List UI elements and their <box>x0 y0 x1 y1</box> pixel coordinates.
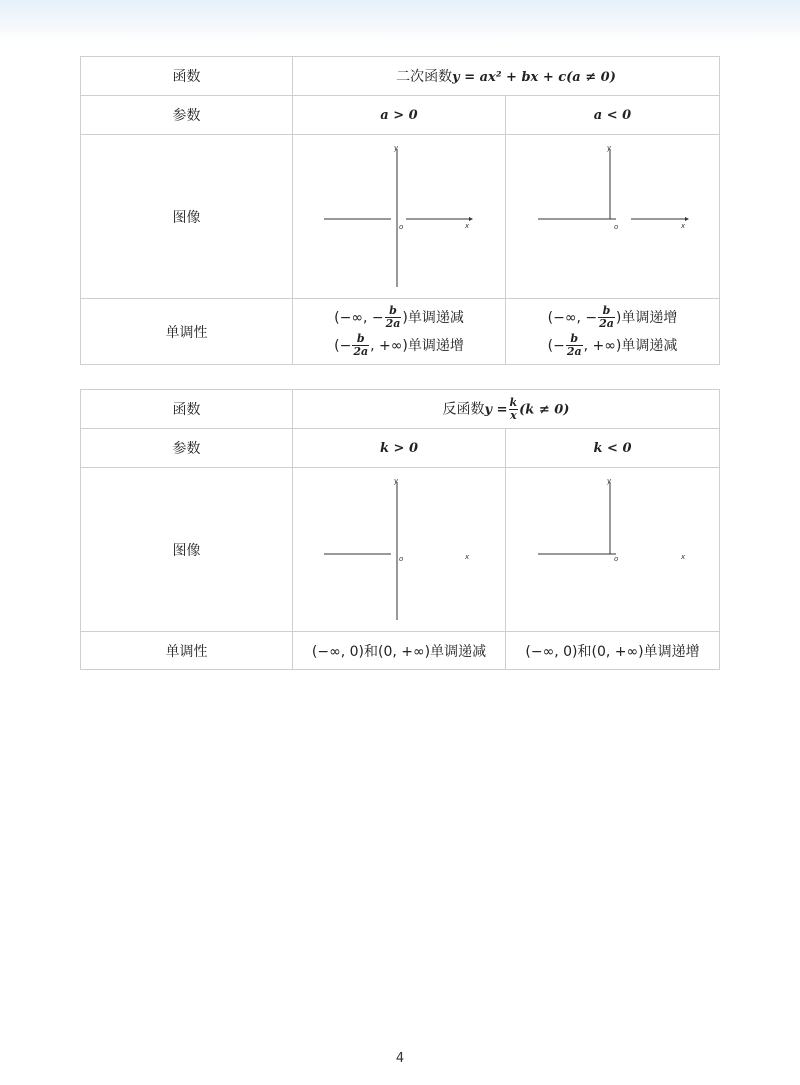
fraction <box>385 305 402 330</box>
mono-label: 单调性 <box>165 643 208 660</box>
param-label-cell <box>81 96 293 135</box>
param-label-cell <box>81 429 293 468</box>
graph-label: 图像 <box>172 209 201 226</box>
mono-left-line-2 <box>293 332 505 360</box>
graph-label: 图像 <box>172 542 201 559</box>
origin-label: o <box>613 222 618 231</box>
axes-graph-left <box>299 137 499 297</box>
x-axis-arrow-icon <box>685 217 689 221</box>
fraction-numerator: b <box>352 333 369 346</box>
origin-label: o <box>613 554 618 563</box>
origin-label: o <box>399 222 404 231</box>
axes-graph-right <box>513 470 713 630</box>
y-axis-label: y <box>394 143 399 152</box>
function-formula: y = ax² + bx + c(a ≠ 0) <box>452 70 616 85</box>
function-title-cell <box>293 390 720 429</box>
mono-left-cell <box>293 632 506 670</box>
fraction <box>598 305 615 330</box>
function-label-cell <box>81 57 293 96</box>
param-left-cell <box>293 96 506 135</box>
mono-left-text: (−∞, 0)和(0, +∞)单调递减 <box>311 643 487 660</box>
y-axis-label: y <box>394 476 399 485</box>
function-label-cell <box>81 390 293 429</box>
fraction-numerator: k <box>509 395 518 409</box>
mono-right-line-2 <box>506 332 719 360</box>
function-label: 函数 <box>172 402 201 418</box>
graph-right-cell <box>506 135 720 299</box>
graph-right-cell <box>506 468 720 632</box>
param-right-cell <box>506 96 720 135</box>
mono-right-line-1 <box>506 304 719 332</box>
mono-suffix: )单调递减 <box>402 309 464 326</box>
mono-suffix: , +∞)单调递增 <box>370 337 464 354</box>
param-left-cell <box>293 429 506 468</box>
fraction-numerator: b <box>598 305 615 318</box>
param-label: 参数 <box>172 108 201 124</box>
mono-suffix: , +∞)单调递减 <box>583 337 678 354</box>
mono-right-text: (−∞, 0)和(0, +∞)单调递增 <box>525 643 700 660</box>
function-formula-suffix: (k ≠ 0) <box>519 402 570 417</box>
x-axis-label: x <box>465 552 470 561</box>
param-left: k > 0 <box>380 441 418 456</box>
mono-left-cell <box>293 299 506 365</box>
mono-right-cell <box>506 299 720 365</box>
graph-label-cell <box>81 468 293 632</box>
function-title-cell <box>293 57 720 96</box>
param-label: 参数 <box>172 441 201 457</box>
mono-prefix: (− <box>547 337 565 354</box>
axes-graph-right <box>513 137 713 297</box>
graph-left-cell <box>293 135 506 299</box>
x-axis-label: x <box>680 221 685 230</box>
mono-prefix: (− <box>334 337 352 354</box>
fraction-denominator: 2a <box>566 345 582 358</box>
param-right: a < 0 <box>593 108 632 123</box>
param-left: a > 0 <box>380 108 418 123</box>
mono-prefix: (−∞, − <box>547 309 598 326</box>
fraction-numerator: b <box>566 333 583 346</box>
param-right: k < 0 <box>593 441 632 456</box>
x-axis-label: x <box>680 552 685 561</box>
mono-suffix: )单调递增 <box>615 309 678 326</box>
function-title: 二次函数 <box>396 69 453 85</box>
fraction <box>509 397 519 422</box>
mono-prefix: (−∞, − <box>334 309 384 326</box>
fraction-denominator: 2a <box>385 317 401 330</box>
inverse-function-table <box>80 389 720 670</box>
top-header-band <box>0 0 800 42</box>
axes-graph-left <box>299 470 499 630</box>
fraction <box>566 333 583 358</box>
fraction-denominator: 2a <box>353 345 369 358</box>
mono-label-cell <box>81 299 293 365</box>
param-right-cell <box>506 429 720 468</box>
mono-left-line-1 <box>293 304 505 332</box>
y-axis-label: y <box>606 476 611 485</box>
y-axis-label: y <box>606 143 611 152</box>
graph-label-cell <box>81 135 293 299</box>
fraction <box>352 333 369 358</box>
mono-label-cell <box>81 632 293 670</box>
function-label: 函数 <box>172 69 201 85</box>
quadratic-function-table <box>80 56 720 365</box>
fraction-denominator: 2a <box>599 317 614 330</box>
graph-left-cell <box>293 468 506 632</box>
x-axis-label: x <box>465 221 470 230</box>
page-number: 4 <box>395 1051 405 1066</box>
mono-right-cell <box>506 632 720 670</box>
mono-label: 单调性 <box>165 324 208 341</box>
function-formula-prefix: y = <box>484 402 508 417</box>
fraction-numerator: b <box>385 305 402 318</box>
function-title: 反函数 <box>442 401 485 417</box>
x-axis-arrow-icon <box>469 217 473 221</box>
origin-label: o <box>399 554 404 563</box>
fraction-denominator: x <box>510 408 517 422</box>
